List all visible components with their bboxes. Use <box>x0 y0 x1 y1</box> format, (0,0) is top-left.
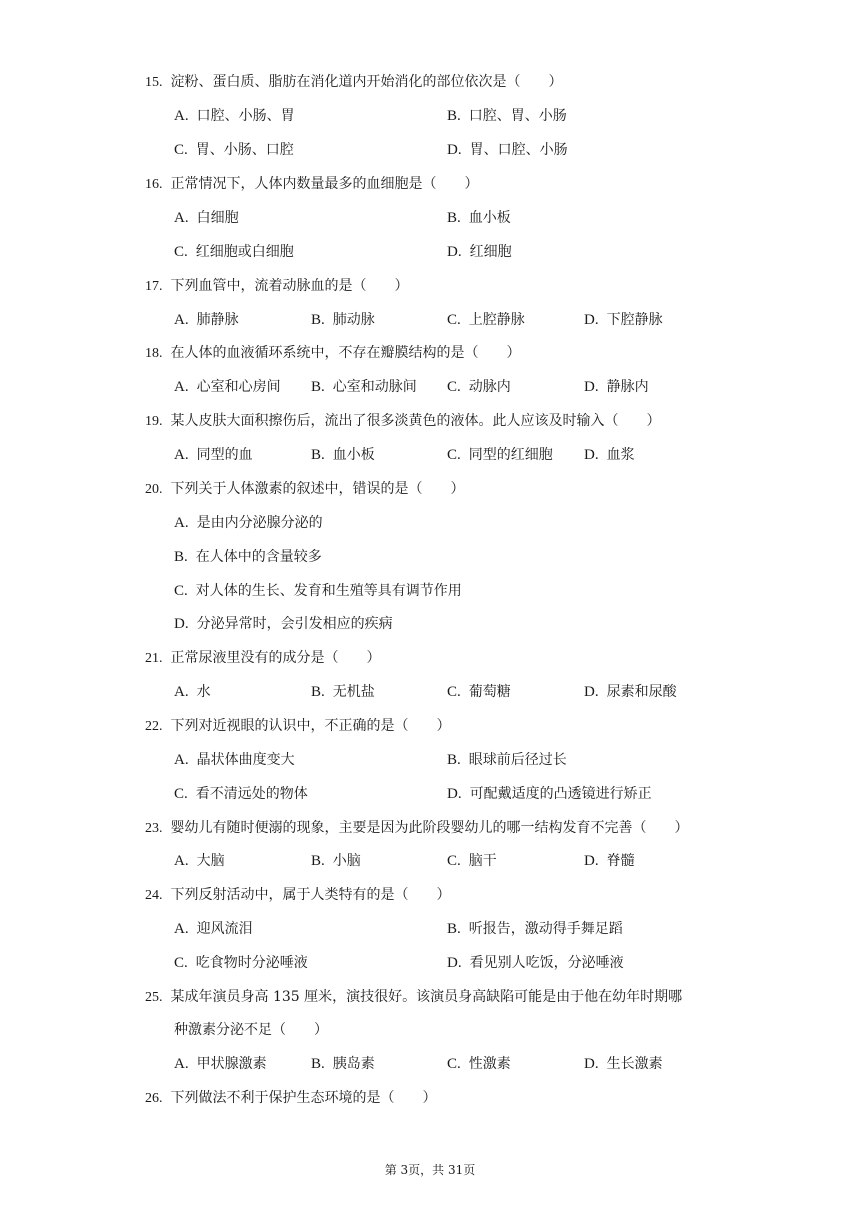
option-d: D. 可配戴适度的凸透镜进行矫正 <box>447 786 652 802</box>
option-a: A. 迎风流泪 <box>174 921 253 937</box>
question-number: 19. <box>145 414 163 429</box>
question-text: 在人体的血液循环系统中，不存在瓣膜结构的是（ ） <box>170 345 521 361</box>
question-24 <box>145 885 451 906</box>
question-23 <box>145 818 689 839</box>
option-b: B. 心室和动脉间 <box>311 379 417 395</box>
question-number: 15. <box>145 75 163 90</box>
option-b: B. 血小板 <box>447 210 511 226</box>
question-19 <box>145 411 661 432</box>
option-b: B. 肺动脉 <box>311 312 375 328</box>
option-d: D. 生长激素 <box>584 1056 663 1072</box>
question-number: 21. <box>145 651 163 666</box>
question-22 <box>145 716 451 737</box>
option-c: C. 性激素 <box>447 1056 511 1072</box>
question-text: 下列关于人体激素的叙述中，错误的是（ ） <box>170 481 465 497</box>
option-c: C. 吃食物时分泌唾液 <box>174 955 308 971</box>
page-footer: 第 3页，共 31页 <box>384 1163 476 1177</box>
question-text: 某成年演员身高 135 厘米，演技很好。该演员身高缺陷可能是由于他在幼年时期哪 <box>170 989 683 1005</box>
option-b: B. 在人体中的含量较多 <box>174 549 322 565</box>
question-text: 下列做法不利于保护生态环境的是（ ） <box>170 1090 437 1106</box>
option-b: B. 无机盐 <box>311 684 375 700</box>
option-b: B. 听报告，激动得手舞足蹈 <box>447 921 623 937</box>
question-number: 16. <box>145 177 163 192</box>
question-number: 17. <box>145 279 163 294</box>
option-a: A. 同型的血 <box>174 447 253 463</box>
option-a: A. 晶状体曲度变大 <box>174 752 295 768</box>
question-16 <box>145 174 479 195</box>
option-a: A. 大脑 <box>174 853 225 869</box>
option-d: D. 胃、口腔、小肠 <box>447 142 568 158</box>
question-text: 某人皮肤大面积擦伤后，流出了很多淡黄色的液体。此人应该及时输入（ ） <box>170 413 661 429</box>
question-text: 下列血管中，流着动脉血的是（ ） <box>170 278 409 294</box>
option-c: C. 红细胞或白细胞 <box>174 244 294 260</box>
option-d: D. 尿素和尿酸 <box>584 684 677 700</box>
option-a: A. 口腔、小肠、胃 <box>174 108 295 124</box>
question-18 <box>145 343 521 364</box>
question-text: 下列对近视眼的认识中，不正确的是（ ） <box>170 718 451 734</box>
option-a: A. 甲状腺激素 <box>174 1056 267 1072</box>
option-b: B. 眼球前后径过长 <box>447 752 567 768</box>
option-c: C. 看不清远处的物体 <box>174 786 308 802</box>
option-d: D. 看见别人吃饭，分泌唾液 <box>447 955 624 971</box>
option-b: B. 口腔、胃、小肠 <box>447 108 567 124</box>
question-number: 18. <box>145 346 163 361</box>
question-text: 淀粉、蛋白质、脂肪在消化道内开始消化的部位依次是（ ） <box>170 74 563 90</box>
question-number: 26. <box>145 1091 163 1106</box>
question-17 <box>145 276 409 297</box>
option-a: A. 心室和心房间 <box>174 379 281 395</box>
option-b: B. 血小板 <box>311 447 375 463</box>
question-26 <box>145 1088 437 1109</box>
question-text-continued: 种激素分泌不足（ ） <box>174 1022 328 1038</box>
question-number: 22. <box>145 719 163 734</box>
option-a: A. 是由内分泌腺分泌的 <box>174 515 323 531</box>
question-25 <box>145 987 682 1008</box>
option-c: C. 动脉内 <box>447 379 511 395</box>
question-number: 24. <box>145 888 163 903</box>
option-c: C. 脑干 <box>447 853 497 869</box>
option-c: C. 对人体的生长、发育和生殖等具有调节作用 <box>174 583 462 599</box>
option-d: D. 血浆 <box>584 447 635 463</box>
option-a: A. 肺静脉 <box>174 312 239 328</box>
question-number: 23. <box>145 821 163 836</box>
question-text: 婴幼儿有随时便溺的现象，主要是因为此阶段婴幼儿的哪一结构发育不完善（ ） <box>170 820 689 836</box>
option-c: C. 上腔静脉 <box>447 312 525 328</box>
option-c: C. 同型的红细胞 <box>447 447 553 463</box>
option-d: D. 下腔静脉 <box>584 312 663 328</box>
option-a: A. 水 <box>174 684 211 700</box>
question-text: 正常尿液里没有的成分是（ ） <box>170 650 381 666</box>
question-15 <box>145 72 563 93</box>
question-20 <box>145 479 465 500</box>
option-d: D. 静脉内 <box>584 379 649 395</box>
option-a: A. 白细胞 <box>174 210 239 226</box>
question-text: 正常情况下，人体内数量最多的血细胞是（ ） <box>170 176 479 192</box>
option-b: B. 胰岛素 <box>311 1056 375 1072</box>
option-c: C. 胃、小肠、口腔 <box>174 142 294 158</box>
option-d: D. 红细胞 <box>447 244 512 260</box>
option-d: D. 分泌异常时，会引发相应的疾病 <box>174 616 393 632</box>
question-21 <box>145 648 381 669</box>
option-b: B. 小脑 <box>311 853 361 869</box>
option-d: D. 脊髓 <box>584 853 635 869</box>
option-c: C. 葡萄糖 <box>447 684 511 700</box>
question-number: 20. <box>145 482 163 497</box>
question-number: 25. <box>145 990 163 1005</box>
question-text: 下列反射活动中，属于人类特有的是（ ） <box>170 887 451 903</box>
